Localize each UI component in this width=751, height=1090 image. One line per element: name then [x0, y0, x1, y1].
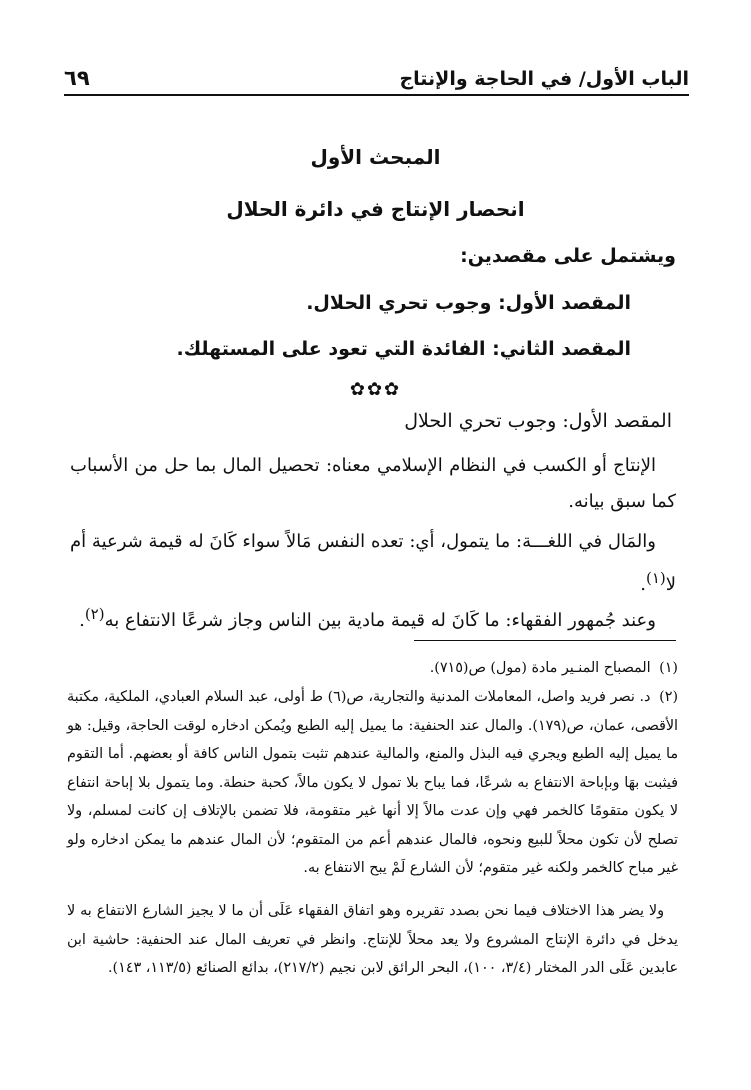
paragraph: والمَال في اللغـــة: ما يتمول، أي: تعده النفس مَالاً سواء كَانَ له قيمة شرعية أم لا$^{(١)}$. — [70, 531, 676, 595]
footnote-text: ولا يضر هذا الاختلاف فيما نحن بصدد تقريره وهو اتفاق الفقهاء عَلَى أن ما لا يجيز الشارع الانتفاع به لا يدخل في دائرة الإنتاج المشروع ولا يعد محلاً للإنتاج. وانظر في تعريف المال عند الحنفية: حاشية ابن عابدين عَلَى الدر المختار (٣/٤، ١٠٠)، البحر الرائق لابن نجيم (٢١٧/٢)، بدائع الصنائع (١١٣/٥، ١٤٣). — [67, 903, 678, 976]
footnote-continuation — [67, 897, 678, 983]
section-title: المبحث الأول — [310, 145, 441, 169]
ornament-divider: ✿✿✿ — [349, 379, 402, 400]
paragraph-text: وعند جُمهور الفقهاء: ما كَانَ له قيمة مادية بين الناس وجاز شرعًا الانتفاع به — [104, 610, 656, 631]
intro-line: ويشتمل على مقصدين: — [460, 245, 676, 267]
goal-item: المقصد الأول: وجوب تحري الحلال. — [306, 292, 631, 314]
page-number: ٦٩ — [64, 66, 90, 90]
paragraph-text: والمَال في اللغـــة: ما يتمول، أي: تعده النفس مَالاً سواء كَانَ له قيمة شرعية أم لا — [70, 531, 676, 595]
paragraph-text: الإنتاج أو الكسب في النظام الإسلامي معناه: تحصيل المال بما حل من الأسباب كما سبق بيانه. — [70, 455, 676, 512]
footnote-number: (١) — [659, 660, 678, 676]
section-subtitle: انحصار الإنتاج في دائرة الحلال — [226, 197, 525, 221]
footnote-ref: (١) — [645, 569, 666, 587]
footnote-number: (٢) — [659, 689, 679, 705]
running-title: الباب الأول/ في الحاجة والإنتاج — [399, 68, 689, 90]
goal-heading: المقصد الأول: وجوب تحري الحلال — [404, 410, 672, 432]
goal-item: المقصد الثاني: الفائدة التي تعود على المستهلك. — [176, 338, 631, 360]
footnote-separator — [414, 640, 676, 641]
footnote — [67, 654, 678, 683]
paragraph: وعند جُمهور الفقهاء: ما كَانَ له قيمة مادية بين الناس وجاز شرعًا الانتفاع به$^{(٢)}$. — [79, 605, 656, 631]
footnote — [67, 683, 678, 883]
page-header — [64, 58, 689, 96]
footnote-text: د. نصر فريد واصل، المعاملات المدنية والتجارية، ص(٦) ط أولى، عبد السلام العبادي، الملكية، مكتبة الأقصى، عمان، ص(١٧٩). والمال عند الحنفية: ما يميل إليه الطبع ويُمكن ادخاره لوقت الحاجة، وقيل: هو ما يميل إليه الطبع ويجري فيه البذل والمنع، والمالية عندهم تثبت بتمول الناس كافة أو بعضهم. أما التقوم فيثبت بهَا وبإباحة الانتفاع به شرعًا، فما يباح بلا تمول لا يكون مالاً، كحبة حنطة. وما يتمول بلا إباحة انتفاع لا يكون متقومًا كالخمر فهي وإن عدت مالاً إلا أنها غير متقومة، فلا تضمن بالإتلاف إن كانت لمسلم، ولا تصلح لأن تكون محلاً للبيع ونحوه، فالمال عندهم أعم من المتقوم؛ لأن المال عندهم ما يمكن ادخاره ولو غير مباح كالخمر ولكنه غير متقوم؛ لأن الشارع لَمْ يبح الانتفاع به. — [67, 689, 678, 876]
footnote-text: المصباح المنـير مادة (مول) ص(٧١٥). — [429, 660, 651, 676]
footnote-ref: (٢) — [84, 605, 105, 623]
paragraph — [70, 448, 676, 520]
